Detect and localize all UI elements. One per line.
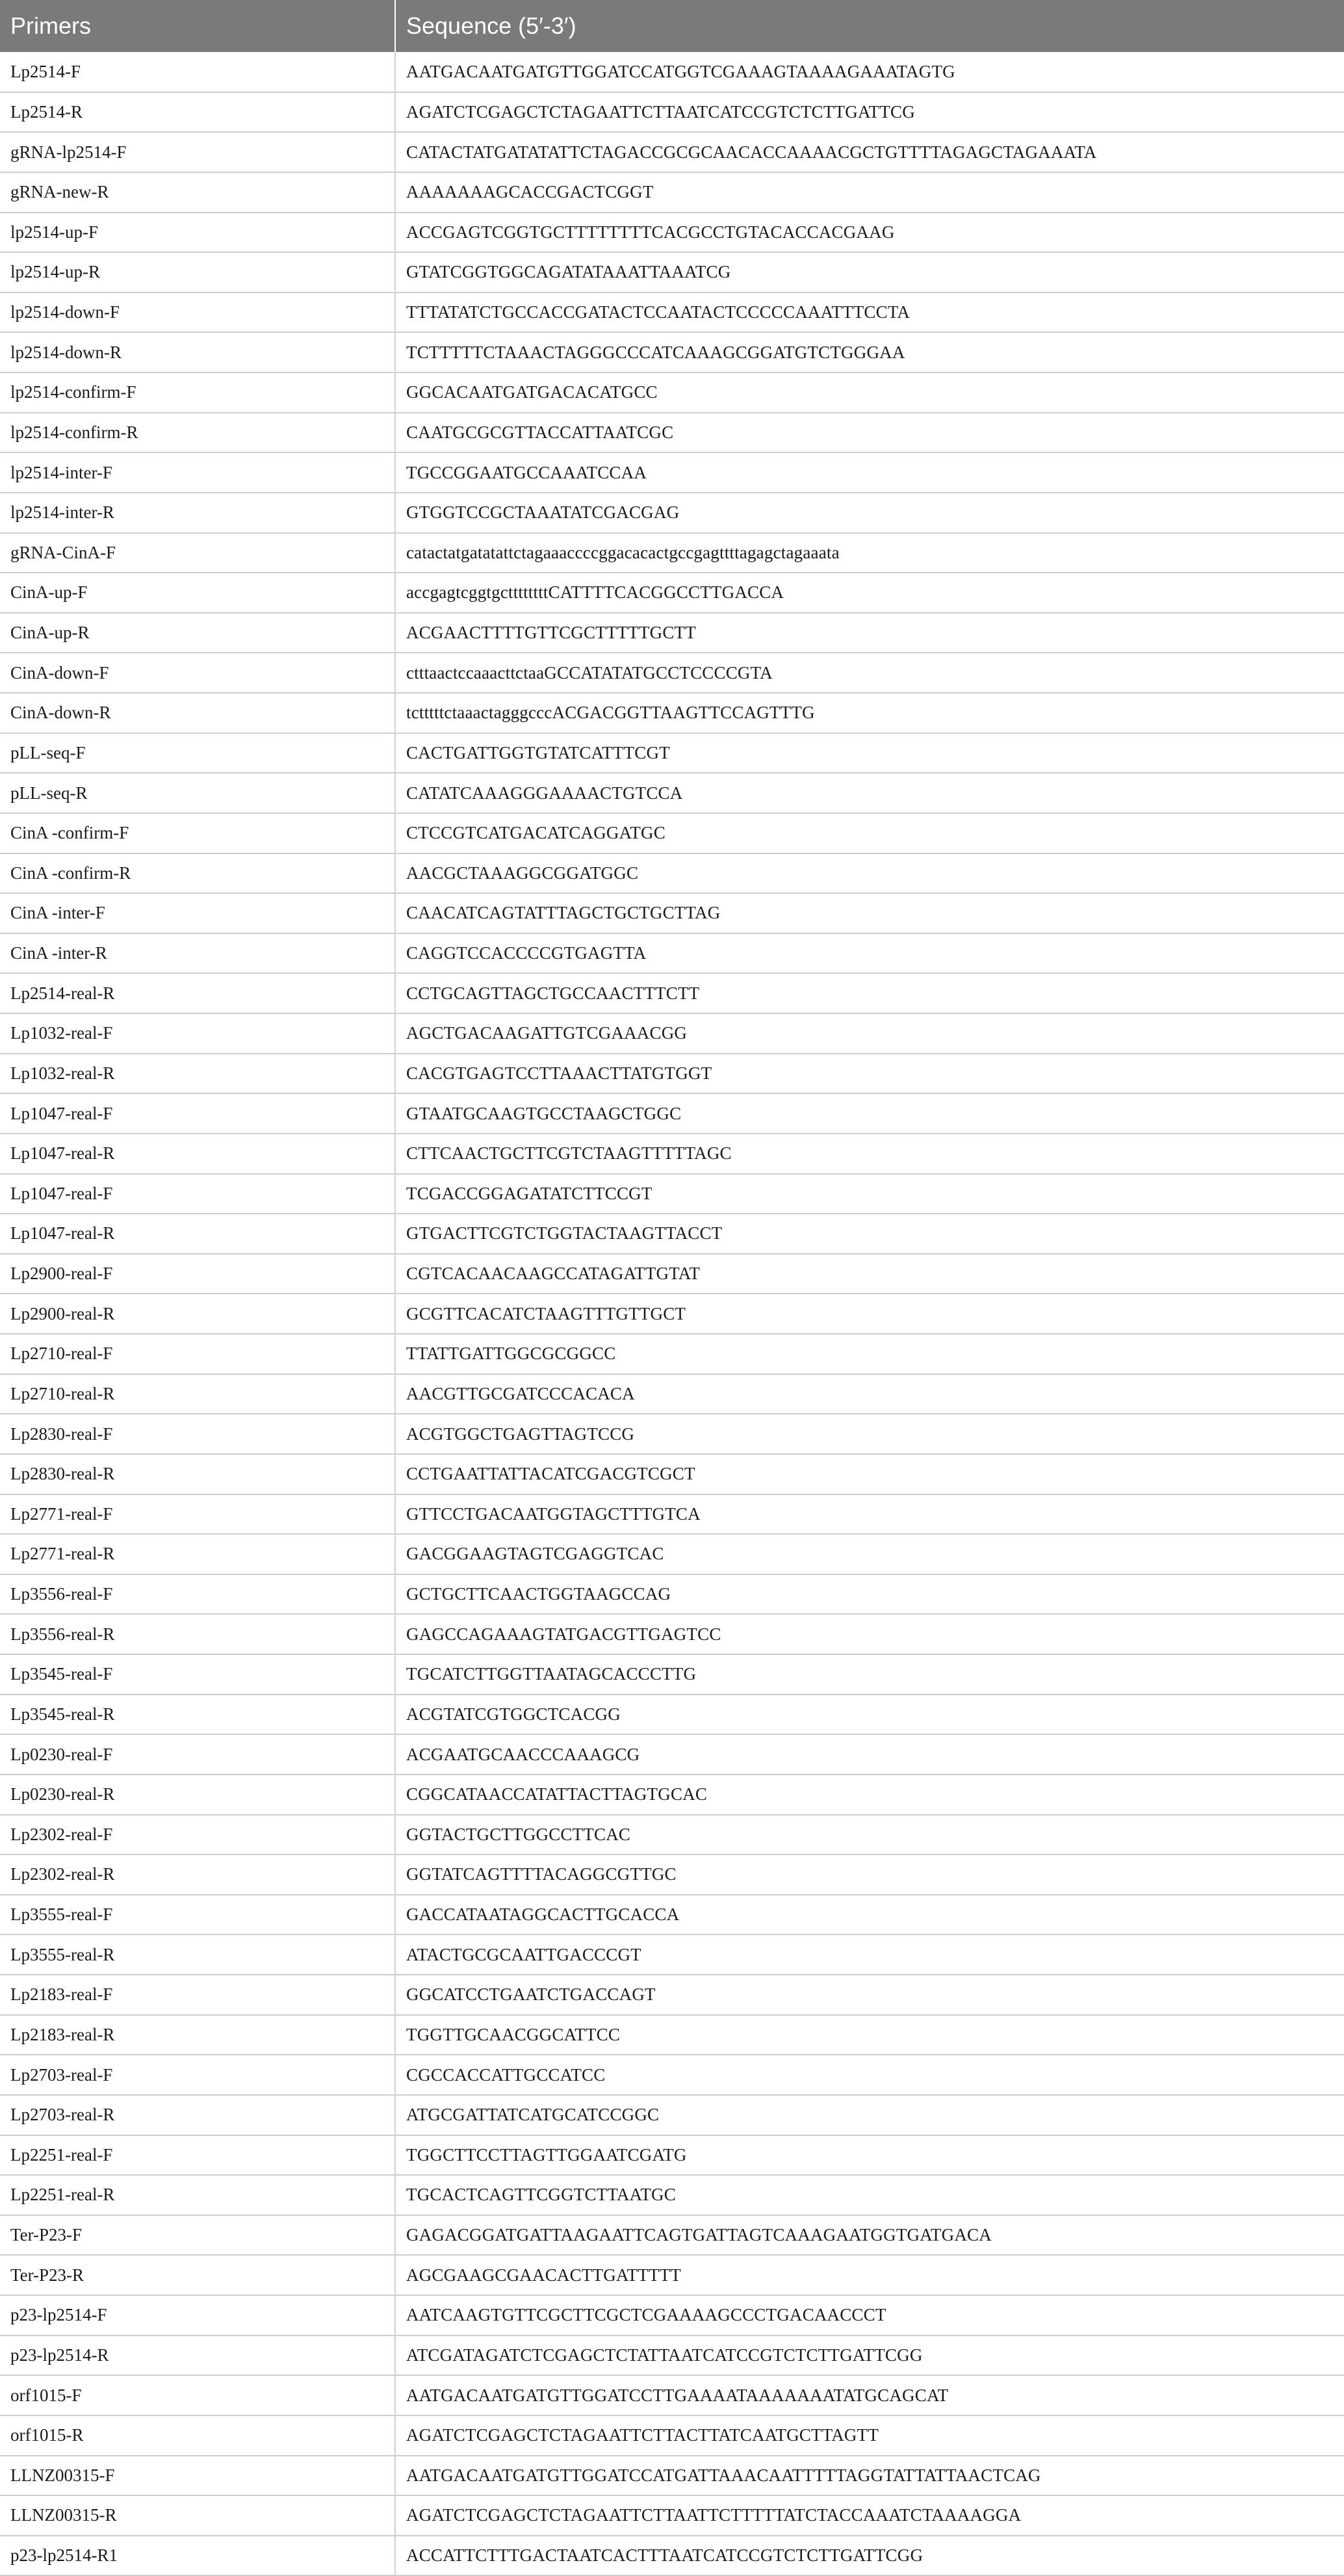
sequence-cell: TCGACCGGAGATATCTTCCGT [395,1174,1344,1214]
sequence-cell: AGCTGACAAGATTGTCGAAACGG [395,1013,1344,1054]
table-row [0,172,1344,213]
sequence-cell: GAGACGGATGATTAAGAATTCAGTGATTAGTCAAAGAATGGTGATGACA [395,2215,1344,2256]
sequence-cell: GTGACTTCGTCTGGTACTAAGTTACCT [395,1214,1344,1254]
header-primers: Primers [0,0,395,52]
table-row [0,533,1344,573]
table-row [0,1334,1344,1374]
table-row [0,2415,1344,2456]
sequence-cell: CAATGCGCGTTACCATTAATCGC [395,413,1344,453]
table-row [0,2055,1344,2095]
header-sequence: Sequence (5′-3′) [395,0,1344,52]
primer-name-cell: p23-lp2514-R1 [0,2536,395,2576]
sequence-cell: CGGCATAACCATATTACTTAGTGCAC [395,1775,1344,1815]
table-row [0,2095,1344,2135]
primer-name-cell: orf1015-R [0,2415,395,2456]
primer-name-cell: orf1015-F [0,2375,395,2415]
primer-name-cell: Lp3556-real-F [0,1574,395,1615]
primer-name-cell: Lp2830-real-R [0,1454,395,1494]
primer-name-cell: Lp3555-real-R [0,1934,395,1975]
table-row [0,853,1344,894]
sequence-cell: AGCGAAGCGAACACTTGATTTTT [395,2255,1344,2295]
sequence-cell: AACGTTGCGATCCCACACA [395,1374,1344,1414]
table-row [0,213,1344,253]
sequence-cell: TGGCTTCCTTAGTTGGAATCGATG [395,2135,1344,2176]
sequence-cell: ACCATTCTTTGACTAATCACTTTAATCATCCGTCTCTTGATTCGG [395,2536,1344,2576]
sequence-cell: CTTCAACTGCTTCGTCTAAGTTTTTAGC [395,1134,1344,1174]
sequence-cell: AATGACAATGATGTTGGATCCATGATTAAACAATTTTTAGGTATTATTAACTCAG [395,2456,1344,2496]
sequence-cell: AATGACAATGATGTTGGATCCTTGAAAATAAAAAAATATGCAGCAT [395,2375,1344,2415]
sequence-cell: GCTGCTTCAACTGGTAAGCCAG [395,1574,1344,1615]
table-row [0,2375,1344,2415]
table-row [0,933,1344,974]
primer-name-cell: Lp3545-real-R [0,1695,395,1735]
table-row [0,1294,1344,1334]
primer-name-cell: Lp2183-real-R [0,2015,395,2055]
primer-name-cell: LLNZ00315-F [0,2456,395,2496]
table-row [0,1134,1344,1174]
primer-name-cell: Ter-P23-R [0,2255,395,2295]
primer-name-cell: Lp2703-real-R [0,2095,395,2135]
sequence-cell: GGTATCAGTTTTACAGGCGTTGC [395,1854,1344,1895]
sequence-cell: TGGTTGCAACGGCATTCC [395,2015,1344,2055]
table-row [0,1614,1344,1654]
sequence-cell: CGTCACAACAAGCCATAGATTGTAT [395,1254,1344,1294]
table-row [0,1534,1344,1574]
primer-name-cell: Lp1047-real-R [0,1134,395,1174]
primer-name-cell: Lp3556-real-R [0,1614,395,1654]
sequence-cell: ctttaactccaaacttctaaGCCATATATGCCTCCCCGTA [395,653,1344,693]
primer-name-cell: CinA -confirm-R [0,853,395,894]
primer-name-cell: lp2514-confirm-F [0,372,395,413]
table-row [0,493,1344,533]
primer-name-cell: pLL-seq-F [0,733,395,774]
table-row [0,1934,1344,1975]
primer-name-cell: Lp2251-real-F [0,2135,395,2176]
primer-name-cell: Lp1047-real-F [0,1174,395,1214]
primer-name-cell: CinA-up-F [0,573,395,613]
primer-name-cell: pLL-seq-R [0,773,395,813]
primer-name-cell: Lp0230-real-F [0,1734,395,1775]
table-row [0,1815,1344,1855]
sequence-cell: AACGCTAAAGGCGGATGGC [395,853,1344,894]
primer-name-cell: Lp2514-real-R [0,973,395,1013]
primer-name-cell: Lp1047-real-F [0,1093,395,1134]
sequence-cell: CACTGATTGGTGTATCATTTCGT [395,733,1344,774]
primer-name-cell: Lp2900-real-R [0,1294,395,1334]
table-row [0,1654,1344,1695]
table-row [0,1854,1344,1895]
table-row [0,813,1344,853]
sequence-cell: GTTCCTGACAATGGTAGCTTTGTCA [395,1494,1344,1535]
sequence-cell: GTGGTCCGCTAAATATCGACGAG [395,493,1344,533]
table-row [0,132,1344,172]
sequence-cell: tctttttctaaactagggcccACGACGGTTAAGTTCCAGTTTG [395,693,1344,733]
sequence-cell: GGCACAATGATGACACATGCC [395,372,1344,413]
primer-name-cell: CinA-up-R [0,613,395,653]
primer-name-cell: Lp1032-real-R [0,1054,395,1094]
sequence-cell: ACGAACTTTTGTTCGCTTTTTGCTT [395,613,1344,653]
sequence-cell: ATACTGCGCAATTGACCCGT [395,1934,1344,1975]
sequence-cell: GTAATGCAAGTGCCTAAGCTGGC [395,1093,1344,1134]
table-row [0,372,1344,413]
sequence-cell: GAGCCAGAAAGTATGACGTTGAGTCC [395,1614,1344,1654]
table-row [0,1775,1344,1815]
sequence-cell: ACCGAGTCGGTGCTTTTTTTTCACGCCTGTACACCACGAAG [395,213,1344,253]
primer-name-cell: lp2514-inter-R [0,493,395,533]
table-row [0,893,1344,933]
sequence-cell: AAAAAAAGCACCGACTCGGT [395,172,1344,213]
table-row [0,2495,1344,2536]
sequence-cell: GGCATCCTGAATCTGACCAGT [395,1975,1344,2015]
table-row [0,1214,1344,1254]
primer-name-cell: lp2514-up-F [0,213,395,253]
table-row [0,653,1344,693]
table-row [0,1695,1344,1735]
sequence-cell: ATCGATAGATCTCGAGCTCTATTAATCATCCGTCTCTTGATTCGG [395,2335,1344,2376]
table-body [0,52,1344,2575]
sequence-cell: TCTTTTTCTAAACTAGGGCCCATCAAAGCGGATGTCTGGGAA [395,332,1344,372]
primer-name-cell: LLNZ00315-R [0,2495,395,2536]
sequence-cell: ACGTATCGTGGCTCACGG [395,1695,1344,1735]
primer-name-cell: p23-lp2514-F [0,2295,395,2335]
primer-name-cell: lp2514-inter-F [0,452,395,493]
table-row [0,1374,1344,1414]
sequence-cell: ATGCGATTATCATGCATCCGGC [395,2095,1344,2135]
table-row [0,573,1344,613]
table-row [0,1054,1344,1094]
primer-name-cell: Lp2710-real-F [0,1334,395,1374]
primer-name-cell: Lp2183-real-F [0,1975,395,2015]
sequence-cell: CAACATCAGTATTTAGCTGCTGCTTAG [395,893,1344,933]
sequence-cell: ACGAATGCAACCCAAAGCG [395,1734,1344,1775]
primer-name-cell: gRNA-lp2514-F [0,132,395,172]
table-row [0,613,1344,653]
primer-name-cell: Lp3555-real-F [0,1895,395,1935]
primer-name-cell: Lp2771-real-R [0,1534,395,1574]
table-row [0,413,1344,453]
table-row [0,1174,1344,1214]
sequence-cell: AGATCTCGAGCTCTAGAATTCTTAATTCTTTTTATCTACCAAATCTAAAAGGA [395,2495,1344,2536]
table-row [0,2175,1344,2215]
primer-name-cell: lp2514-down-R [0,332,395,372]
table-row [0,1254,1344,1294]
sequence-cell: CATATCAAAGGGAAAACTGTCCA [395,773,1344,813]
primer-name-cell: CinA -confirm-F [0,813,395,853]
primer-name-cell: gRNA-CinA-F [0,533,395,573]
primer-name-cell: lp2514-down-F [0,293,395,333]
primer-name-cell: CinA -inter-F [0,893,395,933]
table-row [0,1895,1344,1935]
table-row [0,1414,1344,1454]
table-row [0,1013,1344,1054]
sequence-cell: AGATCTCGAGCTCTAGAATTCTTAATCATCCGTCTCTTGATTCG [395,92,1344,133]
sequence-cell: GCGTTCACATCTAAGTTTGTTGCT [395,1294,1344,1334]
primer-name-cell: Lp2830-real-F [0,1414,395,1454]
sequence-cell: TGCACTCAGTTCGGTCTTAATGC [395,2175,1344,2215]
table-row [0,2135,1344,2176]
sequence-cell: GGTACTGCTTGGCCTTCAC [395,1815,1344,1855]
table-row [0,773,1344,813]
sequence-cell: AATCAAGTGTTCGCTTCGCTCGAAAAGCCCTGACAACCCT [395,2295,1344,2335]
sequence-cell: CACGTGAGTCCTTAAACTTATGTGGT [395,1054,1344,1094]
sequence-cell: GACCATAATAGGCACTTGCACCA [395,1895,1344,1935]
header-row [0,0,1344,52]
table-row [0,2215,1344,2256]
primer-name-cell: gRNA-new-R [0,172,395,213]
primer-name-cell: Lp2251-real-R [0,2175,395,2215]
table-row [0,1975,1344,2015]
table-row [0,2456,1344,2496]
sequence-cell: accgagtcggtgcttttttttCATTTTCACGGCCTTGACCA [395,573,1344,613]
table-header [0,0,1344,52]
table-row [0,733,1344,774]
sequence-cell: GACGGAAGTAGTCGAGGTCAC [395,1534,1344,1574]
table-row [0,92,1344,133]
table-row [0,2015,1344,2055]
table-row [0,332,1344,372]
sequence-cell: AATGACAATGATGTTGGATCCATGGTCGAAAGTAAAAGAAATAGTG [395,52,1344,92]
sequence-cell: CGCCACCATTGCCATCC [395,2055,1344,2095]
sequence-cell: ACGTGGCTGAGTTAGTCCG [395,1414,1344,1454]
primer-name-cell: CinA-down-R [0,693,395,733]
primer-name-cell: Lp0230-real-R [0,1775,395,1815]
primer-name-cell: CinA-down-F [0,653,395,693]
primer-name-cell: Lp1032-real-F [0,1013,395,1054]
sequence-cell: CCTGAATTATTACATCGACGTCGCT [395,1454,1344,1494]
table-row [0,293,1344,333]
sequence-cell: CTCCGTCATGACATCAGGATGC [395,813,1344,853]
table-row [0,1093,1344,1134]
sequence-cell: CAGGTCCACCCCGTGAGTTA [395,933,1344,974]
sequence-cell: AGATCTCGAGCTCTAGAATTCTTACTTATCAATGCTTAGTT [395,2415,1344,2456]
table-row [0,1494,1344,1535]
sequence-cell: CATACTATGATATATTCTAGACCGCGCAACACCAAAACGCTGTTTTAGAGCTAGAAATA [395,132,1344,172]
primer-name-cell: Ter-P23-F [0,2215,395,2256]
sequence-cell: TGCATCTTGGTTAATAGCACCCTTG [395,1654,1344,1695]
table-row [0,2295,1344,2335]
primer-name-cell: lp2514-up-R [0,252,395,293]
sequence-cell: catactatgatatattctagaaaccccggacacactgccgagttttagagctagaaata [395,533,1344,573]
primer-name-cell: Lp2302-real-R [0,1854,395,1895]
primer-name-cell: Lp3545-real-F [0,1654,395,1695]
sequence-cell: GTATCGGTGGCAGATATAAATTAAATCG [395,252,1344,293]
primer-name-cell: Lp2703-real-F [0,2055,395,2095]
primer-name-cell: Lp2710-real-R [0,1374,395,1414]
primer-name-cell: Lp2900-real-F [0,1254,395,1294]
sequence-cell: CCTGCAGTTAGCTGCCAACTTTCTT [395,973,1344,1013]
table-row [0,1574,1344,1615]
primer-name-cell: Lp2771-real-F [0,1494,395,1535]
sequence-cell: TTATTGATTGGCGCGGCC [395,1334,1344,1374]
primer-name-cell: Lp2514-R [0,92,395,133]
table-row [0,452,1344,493]
table-row [0,252,1344,293]
primer-name-cell: lp2514-confirm-R [0,413,395,453]
table-row [0,2536,1344,2576]
table-row [0,693,1344,733]
primer-name-cell: p23-lp2514-R [0,2335,395,2376]
primer-name-cell: CinA -inter-R [0,933,395,974]
table-row [0,2335,1344,2376]
primer-name-cell: Lp1047-real-R [0,1214,395,1254]
table-row [0,1734,1344,1775]
primer-name-cell: Lp2514-F [0,52,395,92]
sequence-cell: TTTATATCTGCCACCGATACTCCAATACTCCCCCAAATTTCCTA [395,293,1344,333]
table-row [0,2255,1344,2295]
sequence-cell: TGCCGGAATGCCAAATCCAA [395,452,1344,493]
table-row [0,52,1344,92]
table-row [0,973,1344,1013]
table-row [0,1454,1344,1494]
primer-name-cell: Lp2302-real-F [0,1815,395,1855]
